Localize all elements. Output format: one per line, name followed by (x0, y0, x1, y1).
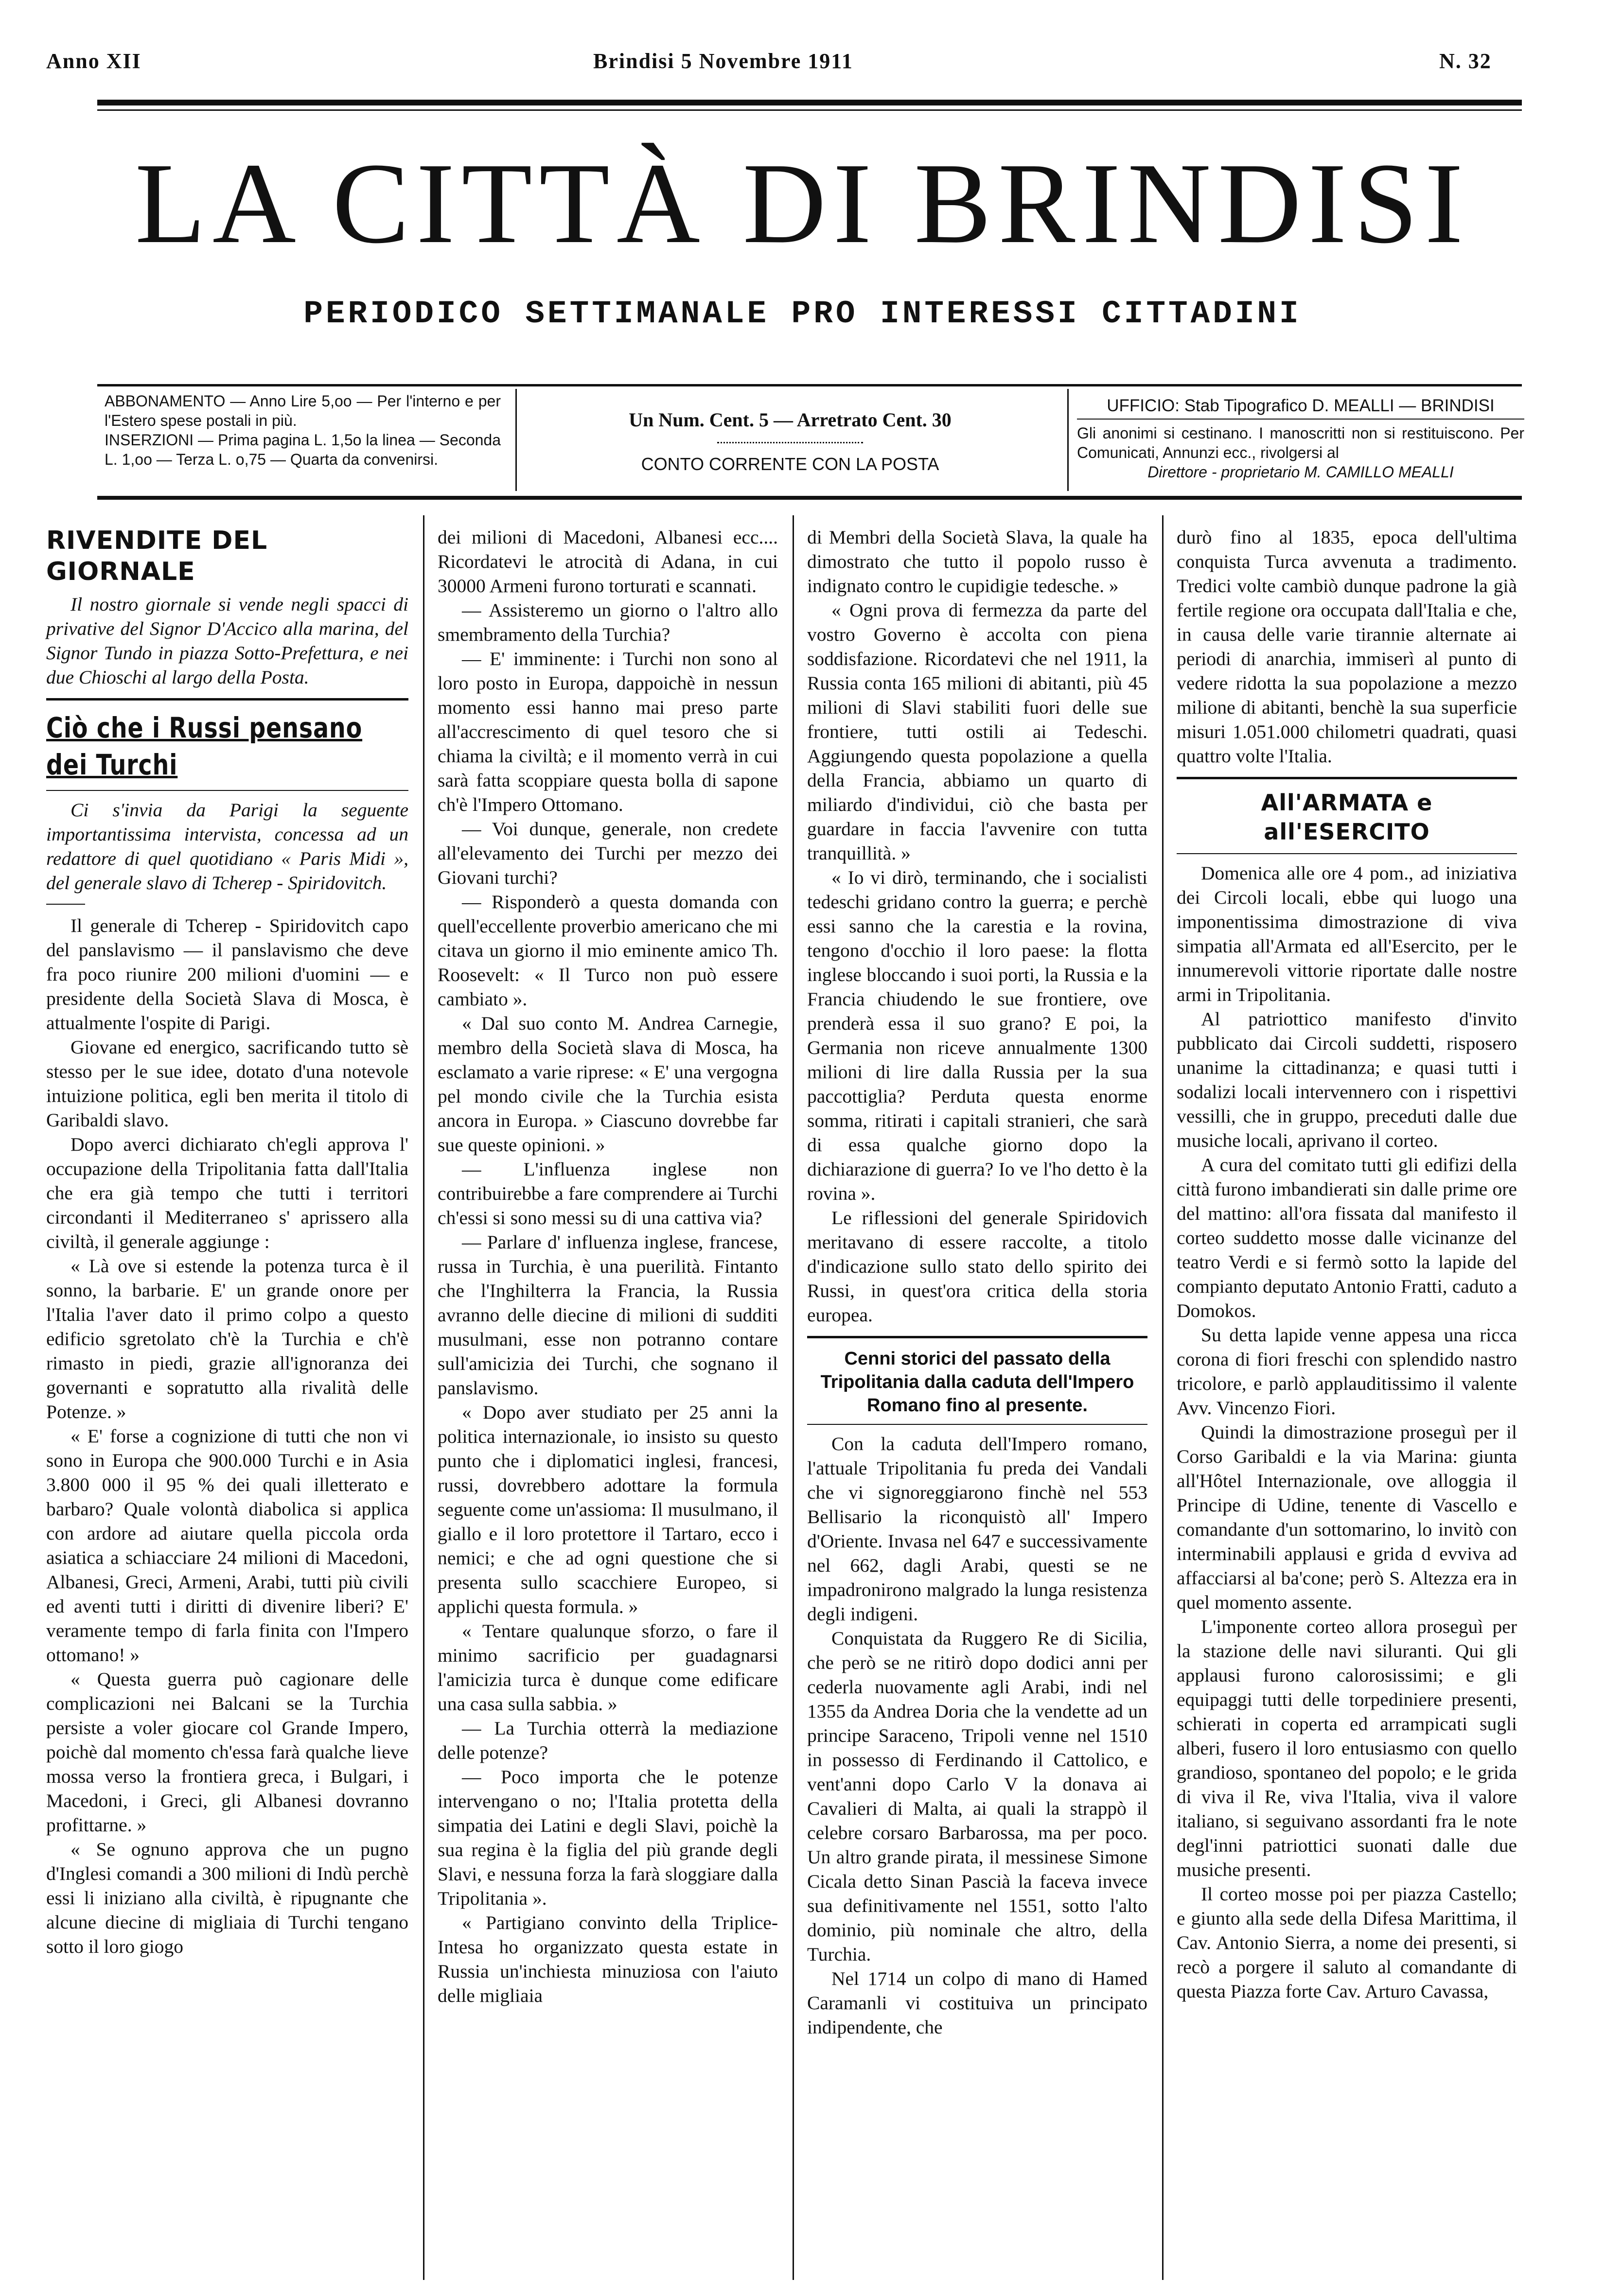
top-rule-thin (97, 109, 1522, 111)
col1-paragraph: « Questa guerra può cagionare delle complicazioni nei Balcani se la Turchia persiste a voler giocare col Grande Impero, poichè dal momento ch'essa farà qualche lieve mossa verso la frontiera greca, i Bulgari, i Macedoni, i Greci, gli Albanesi dovranno profittarne. » (46, 1668, 408, 1836)
postal-account-text: CONTO CORRENTE CON LA POSTA (641, 454, 939, 474)
issue-year: Anno XII (46, 49, 141, 73)
column-4 (1177, 525, 1517, 2003)
col2-paragraph: « Dopo aver studiato per 25 anni la politica internazionale, io insisto su questo punto che i diplomatici inglesi, francesi, russi, dovrebbero adottare la formula seguente come un'assioma: Il musulmano, il giallo e il loro protettore il Tartaro, ecco i nemici; e che ad ogni questione che si presenta sullo scacchiere Europeo, si applichi questa formula. » (438, 1402, 778, 1617)
price-text: Un Num. Cent. 5 — Arretrato Cent. 30 (629, 409, 952, 431)
col2-paragraph: — La Turchia otterrà la mediazione delle potenze? (438, 1718, 778, 1763)
col2-paragraph: — Assisteremo un giorno o l'altro allo smembramento della Turchia? (438, 599, 778, 645)
armata-paragraph: A cura del comitato tutti gli edifizi della città furono imbandierati sin dalle prime ore del mattino: all'ora fissata dal manifesto il corteo suddetto mosse dalle vicinanze del teatro Verdi e si fermò sotto la lapide del compianto deputato Antonio Fratti, caduto a Domokos. (1177, 1154, 1517, 1321)
masthead-title: LA CITTÀ DI BRINDISI (135, 140, 1470, 267)
armata-separator (1177, 777, 1517, 779)
column-rule-1 (423, 515, 424, 2280)
cenni-heading: Cenni storici del passato della Tripolitania dalla caduta dell'Impero Romano fino al presente. (820, 1349, 1134, 1416)
cenni-heading-rule (807, 1424, 1147, 1425)
article-heading: Ciò che i Russi pensano dei Turchi (46, 711, 363, 781)
column-3 (807, 525, 1147, 2039)
article-intro: Ci s'invia da Parigi la seguente importantissima intervista, concessa ad un redattore di quel quotidiano « Paris Midi », del generale slavo di Tcherep - Spiridovitch. (46, 799, 408, 894)
rivendite-separator (46, 698, 408, 701)
armata-heading: All'ARMATA e all'ESERCITO (1261, 789, 1433, 845)
col3-paragraph: « Io vi dirò, terminando, che i socialisti tedeschi gridano contro la guerra; e perchè essi sanno che la carestia e la rovina, tengono d'occhio il loro paese: la flotta inglese bloccando i suoi porti, la Russia e la Francia chiudendo le sue frontiere, ove prenderà essa il suo grano? E poi, la Germania non riceve annualmente 1300 milioni di lire dalla Russia per la sua paccottiglia? Perduta questa enorme somma, ritirati i capitali stranieri, che sarà di essa qualche giorno dopo la dichiarazione di guerra? Io ve l'ho detto è la rovina ». (807, 867, 1147, 1204)
col2-paragraph: — Parlare d' influenza inglese, francese, russa in Turchia, è una puerilità. Fintanto che l'Inghilterra la Francia, la Russia avranno delle diecine di milioni di sudditi musulmani, esse non potranno contare sull'amicizia dei Turchi, che sognano il panslavismo. (438, 1231, 778, 1399)
armata-paragraph: Domenica alle ore 4 pom., ad iniziativa dei Circoli locali, ebbe qui luogo una imponentissima dimostrazione di viva simpatia all'Armata ed all'Esercito, per le innumerevoli vittorie riportate dalle nostre armi in Tripolitania. (1177, 862, 1517, 1005)
col2-paragraph: « Dal suo conto M. Andrea Carnegie, membro della Società slava di Mosca, ha esclamato a varie riprese: « E' una vergogna pel mondo civile che la Turchia esista ancora in Europa. » Ciascuno dovrebbe far sue queste opinioni. » (438, 1013, 778, 1156)
cenni-paragraph: Conquistata da Ruggero Re di Sicilia, che però se ne ritirò dopo dodici anni per cederla nuovamente agli Arabi, indi nel 1355 da Andrea Doria che la vendette ad un principe Saraceno, Tripoli venne nel 1510 in possesso di Ferdinando il Cattolico, e vent'anni dopo Carlo V la donava ai Cavalieri di Malta, ai quali la strappò il celebre corsaro Barbarossa, ma per poco. Un altro grande pirata, il messinese Simone Cicala detto Sinan Pascià la faceva invece sua definitivamente nel 1551, sotto l'alto dominio, più nominale che altro, della Turchia. (807, 1628, 1147, 1965)
top-rule (97, 100, 1522, 105)
price-wavy-divider (717, 442, 863, 443)
infobar-bottom-rule (97, 496, 1522, 500)
notice-text: Gli anonimi si cestinano. I manoscritti non si restituiscono. Per Comunicati, Annunzi ecc., rivolgersi al (1077, 424, 1524, 461)
col2-paragraph: dei milioni di Macedoni, Albanesi ecc.... Ricordatevi le atrocità di Adana, in cui 30000 Armeni furono torturati e scannati. (438, 526, 778, 596)
column-rule-2 (793, 515, 794, 2280)
price-box (525, 408, 1055, 474)
column-rule-3 (1162, 515, 1164, 2280)
col1-paragraph: « E' forse a cognizione di tutti che non vi sono in Europa che 900.000 Turchi e in Asia 3.800 000 il 95 % dei quali illetterato e barbaro? Quale volontà diabolica si applica con ardore ad aiutare quella piccola orda asiatica a schiacciare 24 milioni di Macedoni, Albanesi, Greci, Armeni, Arabi, tutti più civili ed aventi tutti i diritti di divenire liberi? E' veramente tempo di farla finita con l'Impero ottomano! » (46, 1425, 408, 1665)
armata-paragraph: Al patriottico manifesto d'invito pubblicato dai Circoli suddetti, risposero unanime la cittadinanza; e quasi tutti i sodalizi locali intervennero con i rispettivi vessilli, che in gruppo, preceduti dalle due musiche locali, aprivano il corteo. (1177, 1008, 1517, 1151)
masthead-subtitle: PERIODICO SETTIMANALE PRO INTERESSI CITTADINI (303, 296, 1302, 332)
armata-paragraph: Il corteo mosse poi per piazza Castello; e giunto alla sede della Difesa Marittima, il Cav. Antonio Sierra, a nome dei presenti, si recò a porgere il saluto al comandante di questa Piazza forte Cav. Arturo Cavassa, (1177, 1883, 1517, 2002)
col1-paragraph: « Se ognuno approva che un pugno d'Inglesi comandi a 300 milioni di Indù perchè essi li iniziano alla civiltà, è ripugnante che alcune diecine di migliaia di Turchi tengano sotto il loro giogo (46, 1839, 408, 1957)
col1-paragraph: Il generale di Tcherep - Spiridovitch capo del panslavismo — il panslavismo che deve fra poco riunire 200 milioni d'uomini — e presidente della Società Slava di Mosca, è attualmente l'ospite di Parigi. (46, 915, 408, 1034)
column-2 (438, 525, 778, 2008)
subscription-box (105, 391, 501, 469)
col2-paragraph: — L'influenza inglese non contribuirebbe a fare comprendere ai Turchi ch'essi si sono messi su di una cattiva via? (438, 1158, 778, 1228)
office-box (1077, 396, 1524, 482)
rivendite-heading: RIVENDITE DEL GIORNALE (46, 526, 268, 586)
armata-heading-rule (1177, 853, 1517, 854)
col2-paragraph: — Risponderò a questa domanda con quell'eccellente proverbio americano che mi citava un giorno il mio eminente amico Th. Roosevelt: « Il Turco non può essere cambiato ». (438, 891, 778, 1010)
cenni-separator (807, 1336, 1147, 1338)
col3-paragraph: « Ogni prova di fermezza da parte del vostro Governo è accolta con piena soddisfazione. Ricordatevi che nel 1911, la Russia conta 165 milioni di abitanti, più 45 milioni di Slavi stabiliti fuori delle sue frontiere, tutti ostili ai Tedeschi. Aggiungendo questa popolazione a quella della Francia, abbiamo un quarto di miliardo d'individui, ciò che basta per guardare in faccia l'avvenire con tutta tranquillità. » (807, 599, 1147, 864)
issue-number: N. 32 (1439, 49, 1492, 73)
col1-paragraph: Dopo averci dichiarato ch'egli approva l' occupazione della Tripolitania fatta dall'Italia che era già tempo che tutti i territori circondanti il Mediterraneo s' aprissero alla civiltà, il generale aggiunge : (46, 1134, 408, 1252)
infobar-divider-1 (515, 389, 517, 491)
issue-date: Brindisi 5 Novembre 1911 (593, 49, 853, 73)
infobar-divider-2 (1067, 389, 1069, 491)
col1-paragraph: Giovane ed energico, sacrificando tutto sè stesso per le sue idee, dotato d'una notevole intuizione politica, egli ben merita il titolo di Garibaldi slavo. (46, 1036, 408, 1131)
armata-paragraph: Su detta lapide venne appesa una ricca corona di fiori freschi con splendido nastro tricolore, e parlò applauditissimo il valente Avv. Vincenzo Fiori. (1177, 1324, 1517, 1419)
heading-rule (46, 790, 408, 791)
col2-paragraph: — Poco importa che le potenze intervengano o no; l'Italia protetta della simpatia dei Latini e degli Slavi, poichè la sua regina è la figlia del più grande degli Slavi, e nessuna forza la farà sloggiare dalla Tripolitania ». (438, 1766, 778, 1909)
col2-paragraph: « Tentare qualunque sforzo, o fare il minimo sacrificio per guadagnarsi l'amicizia turca è dunque come edificare una casa sulla sabbia. » (438, 1620, 778, 1715)
rivendite-text: Il nostro giornale si vende negli spacci di privative del Signor D'Accico alla marina, del Signor Tundo in piazza Sotto-Prefettura, e nei due Chioschi al largo della Posta. (46, 594, 408, 688)
col4-paragraph: durò fino al 1835, epoca dell'ultima conquista Turca avvenuta a tradimento. Tredici volte cambiò dunque padrone la già fertile regione ora occupata dall'Italia e che, in causa delle varie tirannie alternate ai periodi di anarchia, immiserì al punto di vedere ridotta la sua popolazione a mezzo milione di abitanti, benchè la sua superficie misuri 1.051.000 chilometri quadrati, quasi quattro volte l'Italia. (1177, 526, 1517, 767)
director-text: Direttore - proprietario M. CAMILLO MEALLI (1147, 463, 1454, 481)
column-1 (46, 525, 408, 1959)
col1-paragraph: « Là ove si estende la potenza turca è il sonno, la barbarie. E' un grande onore per l'Italia l'aver dato il primo colpo a questo edificio sgretolato ch'è la Turchia e ch'è rimasto in piedi, grazie all'ignoranza dei governanti e sopratutto alla rivalità delle Potenze. » (46, 1255, 408, 1422)
col3-paragraph: di Membri della Società Slava, la quale ha dimostrato che tutto il popolo russo è indignato contro le cupidigie tedesche. » (807, 526, 1147, 596)
subscription-text: ABBONAMENTO — Anno Lire 5,oo — Per l'interno e per l'Estero spese postali in più. (105, 392, 501, 429)
col2-paragraph: — E' imminente: i Turchi non sono al loro posto in Europa, dappoichè in nessun momento essi hanno mai preso parte all'accrescimento di quel tesoro che si chiama la civiltà; e il momento verrà in cui sarà fatta scoppiare questa bolla di sapone ch'è l'Impero Ottomano. (438, 648, 778, 815)
col2-paragraph: — Voi dunque, generale, non credete all'elevamento dei Turchi per mezzo dei Giovani turchi? (438, 818, 778, 888)
col3-paragraph: Le riflessioni del generale Spiridovich meritavano di essere raccolte, a titolo d'indicazione sullo stato dello spirito dei Russi, in quest'ora critica della storia europea. (807, 1207, 1147, 1326)
col2-paragraph: « Partigiano convinto della Triplice-Intesa ho organizzato questa estate in Russia un'inchiesta minuziosa con l'aiuto delle migliaia (438, 1912, 778, 2006)
infobar-top-rule (97, 384, 1522, 386)
office-text: UFFICIO: Stab Tipografico D. MEALLI — BRINDISI (1107, 396, 1495, 415)
insertion-text: INSERZIONI — Prima pagina L. 1,5o la linea — Seconda L. 1,oo — Terza L. o,75 — Quarta da convenirsi. (105, 431, 501, 468)
cenni-paragraph: Con la caduta dell'Impero romano, l'attuale Tripolitania fu preda dei Vandali che vi signoreggiarono finchè nel 553 Bellisario la riconquistò all' Impero d'Oriente. Invasa nel 647 e successivamente nel 662, dagli Arabi, questi se ne impadronirono malgrado la lunga resistenza degli indigeni. (807, 1433, 1147, 1625)
cenni-paragraph: Nel 1714 un colpo di mano di Hamed Caramanli vi costituiva un principato indipendente, che (807, 1968, 1147, 2038)
armata-paragraph: L'imponente corteo allora proseguì per la stazione delle navi siluranti. Qui gli applausi furono calorosissimi; e gli equipaggi tutti delle torpediniere presenti, schierati in coperta ed arrampicati sugli alberi, fusero il loro entusiasmo con quello grandioso, spontaneo del popolo; e le grida di viva il Re, viva l'Italia, viva il valore italiano, si seguivano assordanti fra le note degl'inni patriottici suonati dalle due musiche presenti. (1177, 1616, 1517, 1880)
armata-paragraph: Quindi la dimostrazione proseguì per il Corso Garibaldi e la via Marina: giunta all'Hôtel Internazionale, ove alloggia il Principe di Udine, tenente di Vascello e comandante d'un sottomarino, lo invitò con interminabili applausi e grida d evviva ad affacciarsi al ba'cone; però S. Altezza era in quel momento assente. (1177, 1421, 1517, 1613)
